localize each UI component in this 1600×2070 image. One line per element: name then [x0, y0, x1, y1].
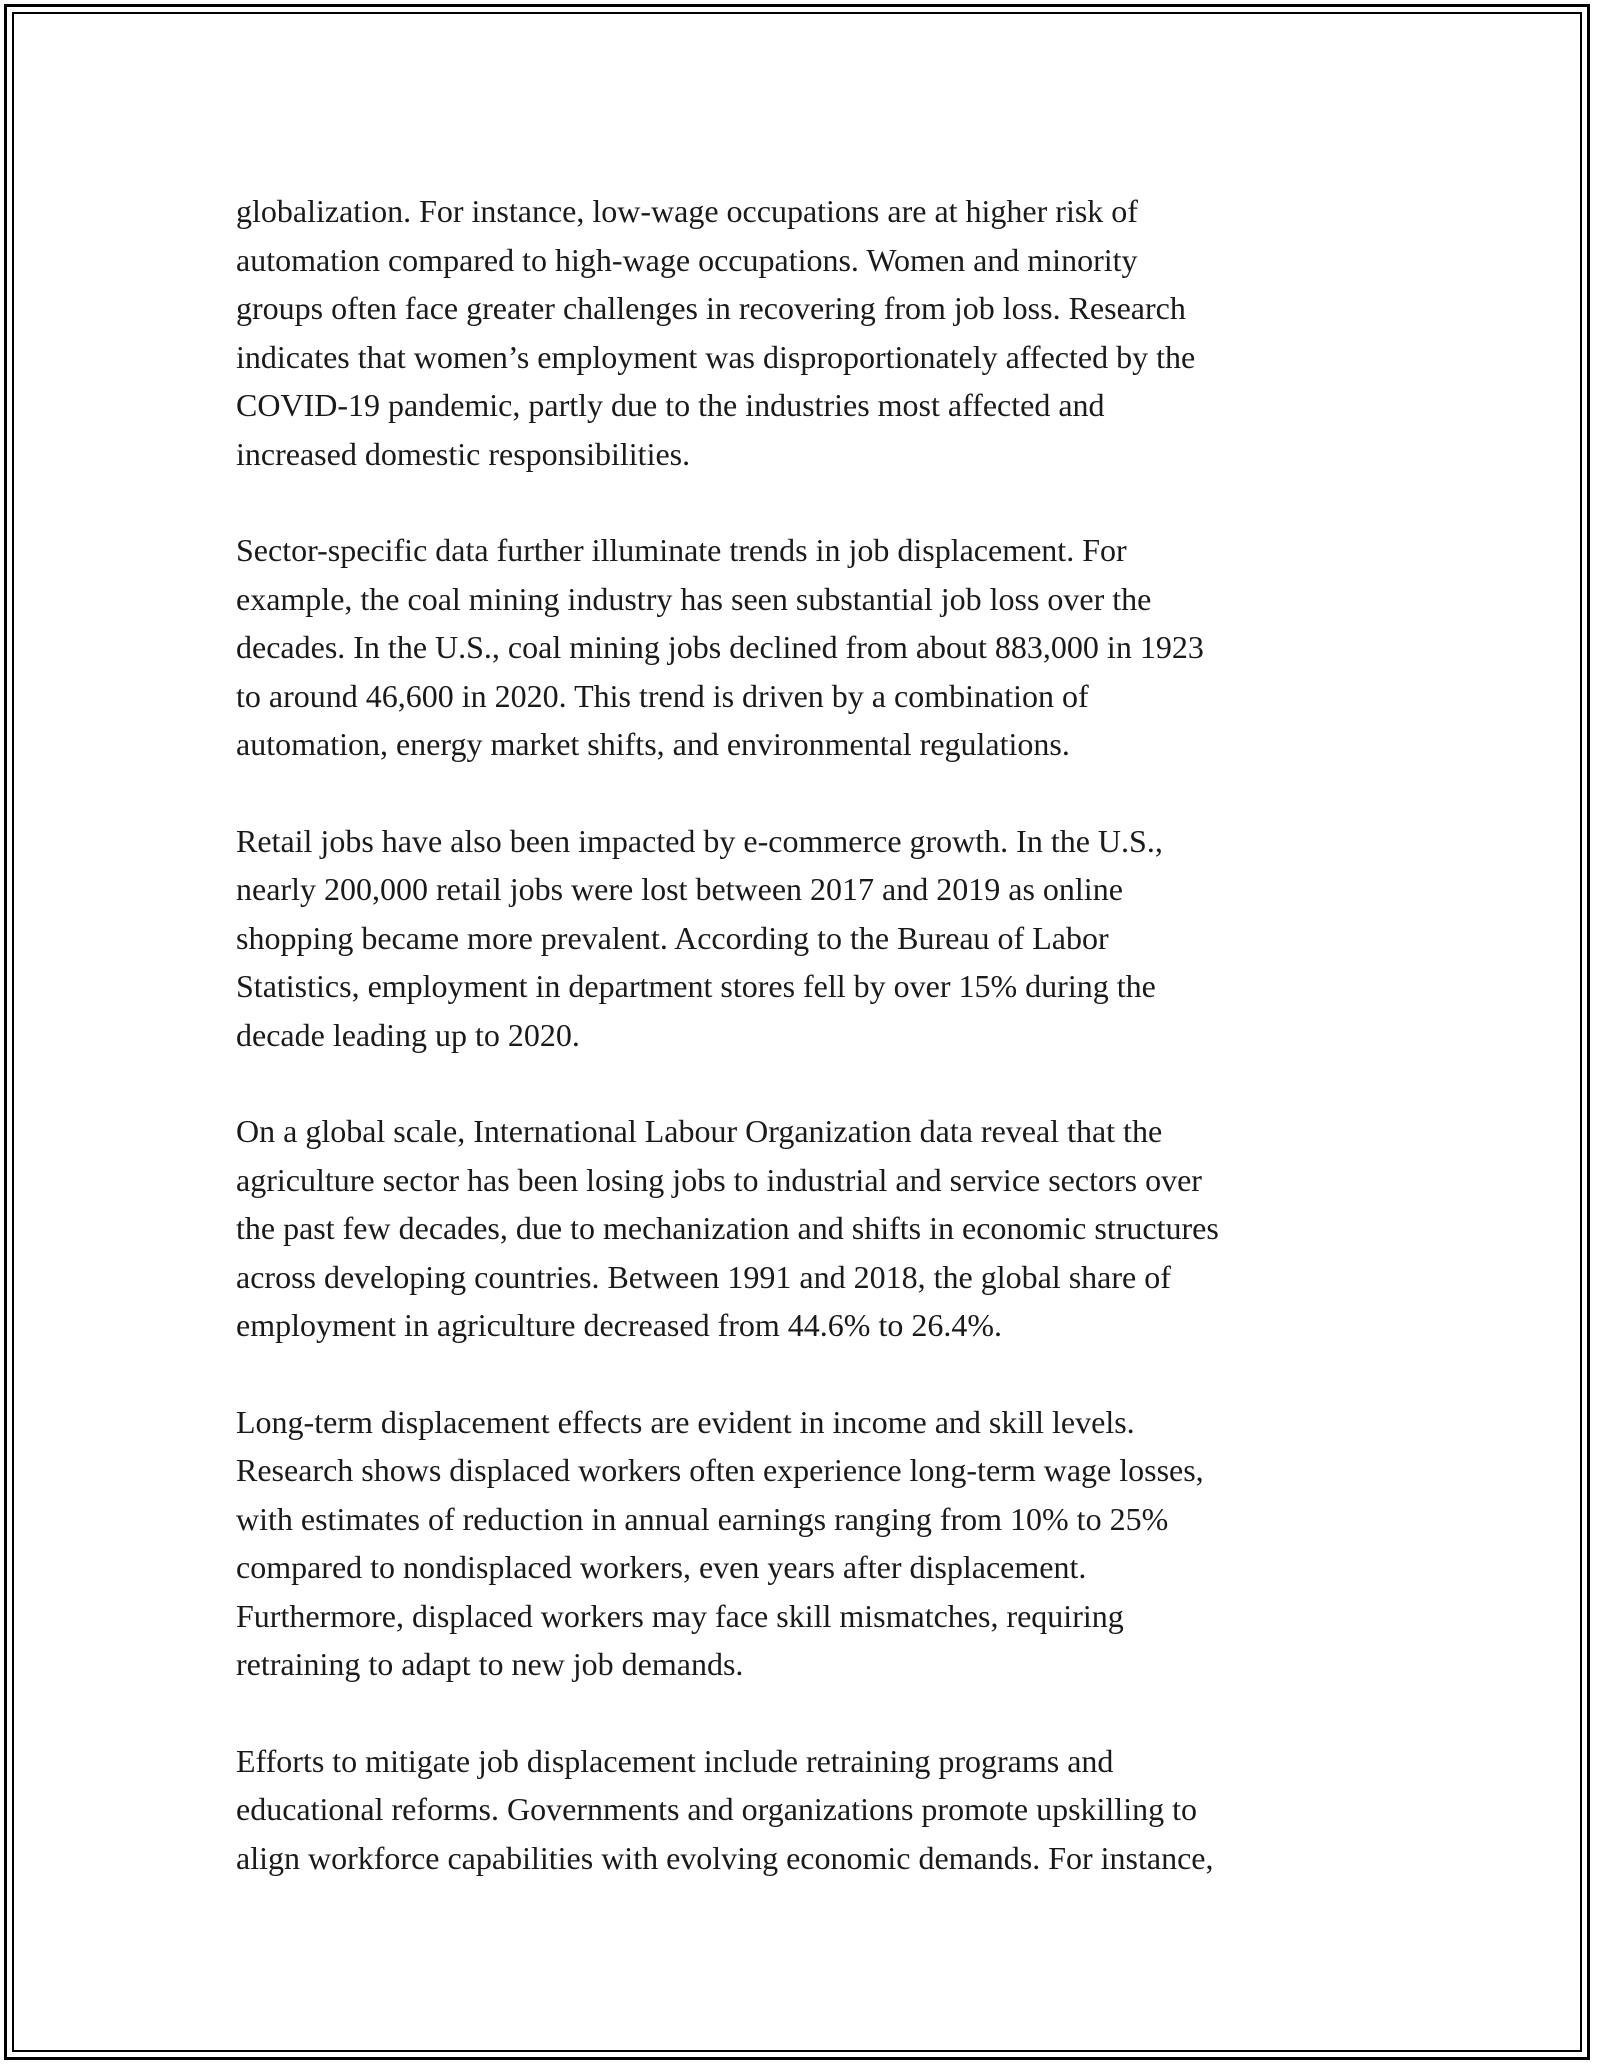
- text-line: nearly 200,000 retail jobs were lost between 2017 and 2019 as online: [236, 871, 1123, 907]
- text-line: with estimates of reduction in annual earnings ranging from 10% to 25%: [236, 1500, 1169, 1537]
- paragraph-sector-data: [236, 526, 1396, 769]
- paragraph-globalization: [236, 187, 1396, 478]
- text-line: COVID-19 pandemic, partly due to the industries most affected and: [236, 387, 1105, 423]
- text-line: Sector-specific data further illuminate trends in job displacement. For: [236, 532, 1127, 568]
- text-line: Furthermore, displaced workers may face skill mismatches, requiring: [236, 1597, 1124, 1634]
- text-line: shopping became more prevalent. According to the Bureau of Labor: [236, 919, 1109, 956]
- text-line: On a global scale, International Labour Organization data reveal that the: [236, 1113, 1163, 1149]
- text-line: align workforce capabilities with evolving economic demands. For instance,: [236, 1839, 1214, 1876]
- document-body: [236, 187, 1396, 1930]
- paragraph-long-term-effects: [236, 1398, 1396, 1689]
- text-line: decade leading up to 2020.: [236, 1016, 580, 1053]
- text-line: agriculture sector has been losing jobs to industrial and service sectors over: [236, 1161, 1202, 1198]
- text-line: retraining to adapt to new job demands.: [236, 1646, 744, 1682]
- text-line: the past few decades, due to mechanization and shifts in economic structures: [236, 1210, 1219, 1246]
- text-line: automation compared to high-wage occupations. Women and minority: [236, 241, 1138, 278]
- paragraph-retail: [236, 817, 1396, 1060]
- text-line: example, the coal mining industry has seen substantial job loss over the: [236, 580, 1152, 617]
- paragraph-global-scale: [236, 1107, 1396, 1350]
- paragraph-mitigation: [236, 1737, 1396, 1883]
- text-line: educational reforms. Governments and organizations promote upskilling to: [236, 1791, 1197, 1827]
- text-line: increased domestic responsibilities.: [236, 435, 691, 472]
- text-line: groups often face greater challenges in recovering from job loss. Research: [236, 290, 1186, 326]
- text-line: Research shows displaced workers often experience long-term wage losses,: [236, 1452, 1204, 1488]
- text-line: globalization. For instance, low-wage occupations are at higher risk of: [236, 193, 1138, 229]
- text-line: automation, energy market shifts, and environmental regulations.: [236, 726, 1070, 762]
- text-line: to around 46,600 in 2020. This trend is driven by a combination of: [236, 677, 1089, 714]
- text-line: across developing countries. Between 1991 and 2018, the global share of: [236, 1258, 1171, 1295]
- text-line: Retail jobs have also been impacted by e-commerce growth. In the U.S.,: [236, 822, 1163, 859]
- text-line: decades. In the U.S., coal mining jobs declined from about 883,000 in 1923: [236, 629, 1204, 665]
- text-line: Efforts to mitigate job displacement include retraining programs and: [236, 1742, 1114, 1779]
- text-line: employment in agriculture decreased from 44.6% to 26.4%.: [236, 1307, 1002, 1343]
- text-line: Long-term displacement effects are evident in income and skill levels.: [236, 1403, 1135, 1440]
- text-line: compared to nondisplaced workers, even years after displacement.: [236, 1549, 1087, 1585]
- text-line: Statistics, employment in department stores fell by over 15% during the: [236, 968, 1156, 1004]
- text-line: indicates that women’s employment was disproportionately affected by the: [236, 338, 1196, 375]
